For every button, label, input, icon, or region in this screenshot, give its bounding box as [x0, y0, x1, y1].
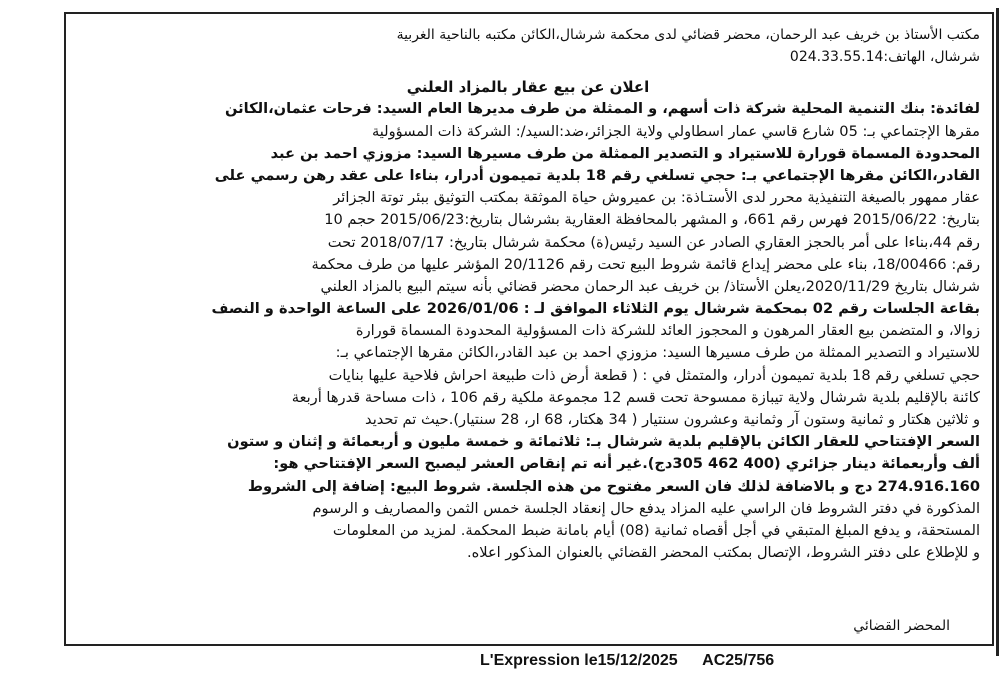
body-line: شرشال بتاريخ 2020/11/29،يعلن الأستاذ/ بن خريف عبد الرحمان محضر قضائي بأنه سيتم البيع بالمزاد العلني	[320, 277, 980, 295]
body-line: المستحقة، و يدفع المبلغ المتبقي في أجل أقصاه ثمانية (08) أيام بامانة ضبط المحكمة. لمزيد من المعلومات	[332, 521, 980, 539]
body-line: و للإطلاع على دفتر الشروط، الإتصال بمكتب المحضر القضائي بالعنوان المذكور اعلاه.	[466, 544, 980, 562]
announcement-code: AC25/756	[702, 652, 775, 669]
office-header-line-2: شرشال، الهاتف:024.33.55.14	[789, 49, 980, 66]
body-line: رقم 44،بناءا على أمر بالحجز العقاري الصادر عن السيد رئيس(ة) محكمة شرشال بتاريخ: 2018/07/17 تحت	[327, 233, 980, 251]
body-line: ألف وأربعمائة دينار جزائري (400 462 305دج).غير أنه تم إنقاص العشر ليصبح السعر الإفتتاحي هو:	[273, 455, 980, 473]
body-line: السعر الإفتتاحي للعقار الكائن بالإقليم بلدية شرشال بـ: ثلاثمائة و خمسة مليون و أربعمائة و إثنان و ستون	[227, 433, 980, 451]
body-line: للاستيراد و التصدير الممثلة من طرف مسيرها السيد: مزوزي احمد بن عبد القادر،الكائن مقرها الإجتماعي بـ:	[335, 344, 980, 362]
announcement-title: اعلان عن بيع عقار بالمزاد العلني	[406, 78, 650, 97]
body-line: القادر،الكائن مقرها الإجتماعي بـ: حجي تسلغي رقم 18 بلدية تميمون أدرار، بناءا على عقد رهن رسمي على	[214, 166, 980, 184]
signature-title: المحضر القضائي	[853, 618, 950, 634]
announcement-frame	[64, 12, 994, 646]
body-line: بتاريخ: 2015/06/22 فهرس رقم 661، و المشهر بالمحافظة العقارية بشرشال بتاريخ:2015/06/23 حجم 10	[324, 211, 980, 229]
body-line: رقم: 18/00466، بناء على محضر إيداع قائمة شروط البيع تحت رقم 20/1126 المؤشر عليها من طرف محكمة	[311, 255, 980, 273]
publication-info: L'Expression le15/12/2025	[480, 652, 678, 669]
body-line: 274.916.160 دج و بالاضافة لذلك فان السعر مفتوح من هذه الجلسة. شروط البيع: إضافة إلى الشروط	[247, 477, 980, 495]
body-line: مقرها الإجتماعي بـ: 05 شارع قاسي عمار اسطاولي ولاية الجزائر،ضد:السيد/: الشركة ذات المسؤولية	[371, 122, 980, 140]
body-line: المحدودة المسماة قورارة للاستيراد و التصدير الممثلة من طرف مسيرها السيد: مزوزي احمد بن عبد	[270, 144, 980, 162]
body-line: و ثلاثين هكتار و ثمانية وستون آر وثمانية وعشرون سنتيار ( 34 هكتار، 68 ار، 28 سنتيار).حيث تم تحديد	[365, 411, 980, 428]
office-header-line-1: مكتب الأستاذ بن خريف عبد الرحمان، محضر قضائي لدى محكمة شرشال،الكائن مكتبه بالناحية الغربية	[396, 27, 980, 43]
body-line: لفائدة: بنك التنمية المحلية شركة ذات أسهم، و الممثلة من طرف مديرها العام السيد: فرحات عثمان،الكائن	[225, 100, 980, 118]
body-line: كائنة بالإقليم بلدية شرشال ولاية تيبازة ممسوحة تحت قسم 12 مجموعة ملكية رقم 106 ، ذات مساحة قدرها أربعة	[291, 388, 980, 406]
body-line: عقار ممهور بالصيغة التنفيذية محرر لدى الأستـاذة: بن عميروش حياة الموثقة بمكتب التوثيق ببئر توتة الجزائر	[333, 189, 980, 207]
body-line: المذكورة في دفتر الشروط فان الراسي عليه المزاد يدفع حال إنعقاد الجلسة خمس الثمن والمصاريف و الرسوم	[312, 499, 980, 517]
signature-block	[853, 616, 950, 636]
body-line: زوالا، و المتضمن بيع العقار المرهون و المحجوز العائد للشركة ذات المسؤولية المحدودة المسماة قورارة	[355, 322, 980, 340]
body-line: بقاعة الجلسات رقم 02 بمحكمة شرشال يوم الثلاثاء الموافق لـ : 2026/01/06 على الساعة الواحدة و النصف	[211, 300, 980, 318]
body-line: حجي تسلغي رقم 18 بلدية تميمون أدرار، والمتمثل في : ( قطعة أرض ذات طبيعة احراش فلاحية عليها بنايات	[328, 366, 980, 384]
page-edge-divider	[996, 8, 999, 656]
publication-footer	[480, 652, 774, 670]
announcement-text	[76, 24, 980, 634]
